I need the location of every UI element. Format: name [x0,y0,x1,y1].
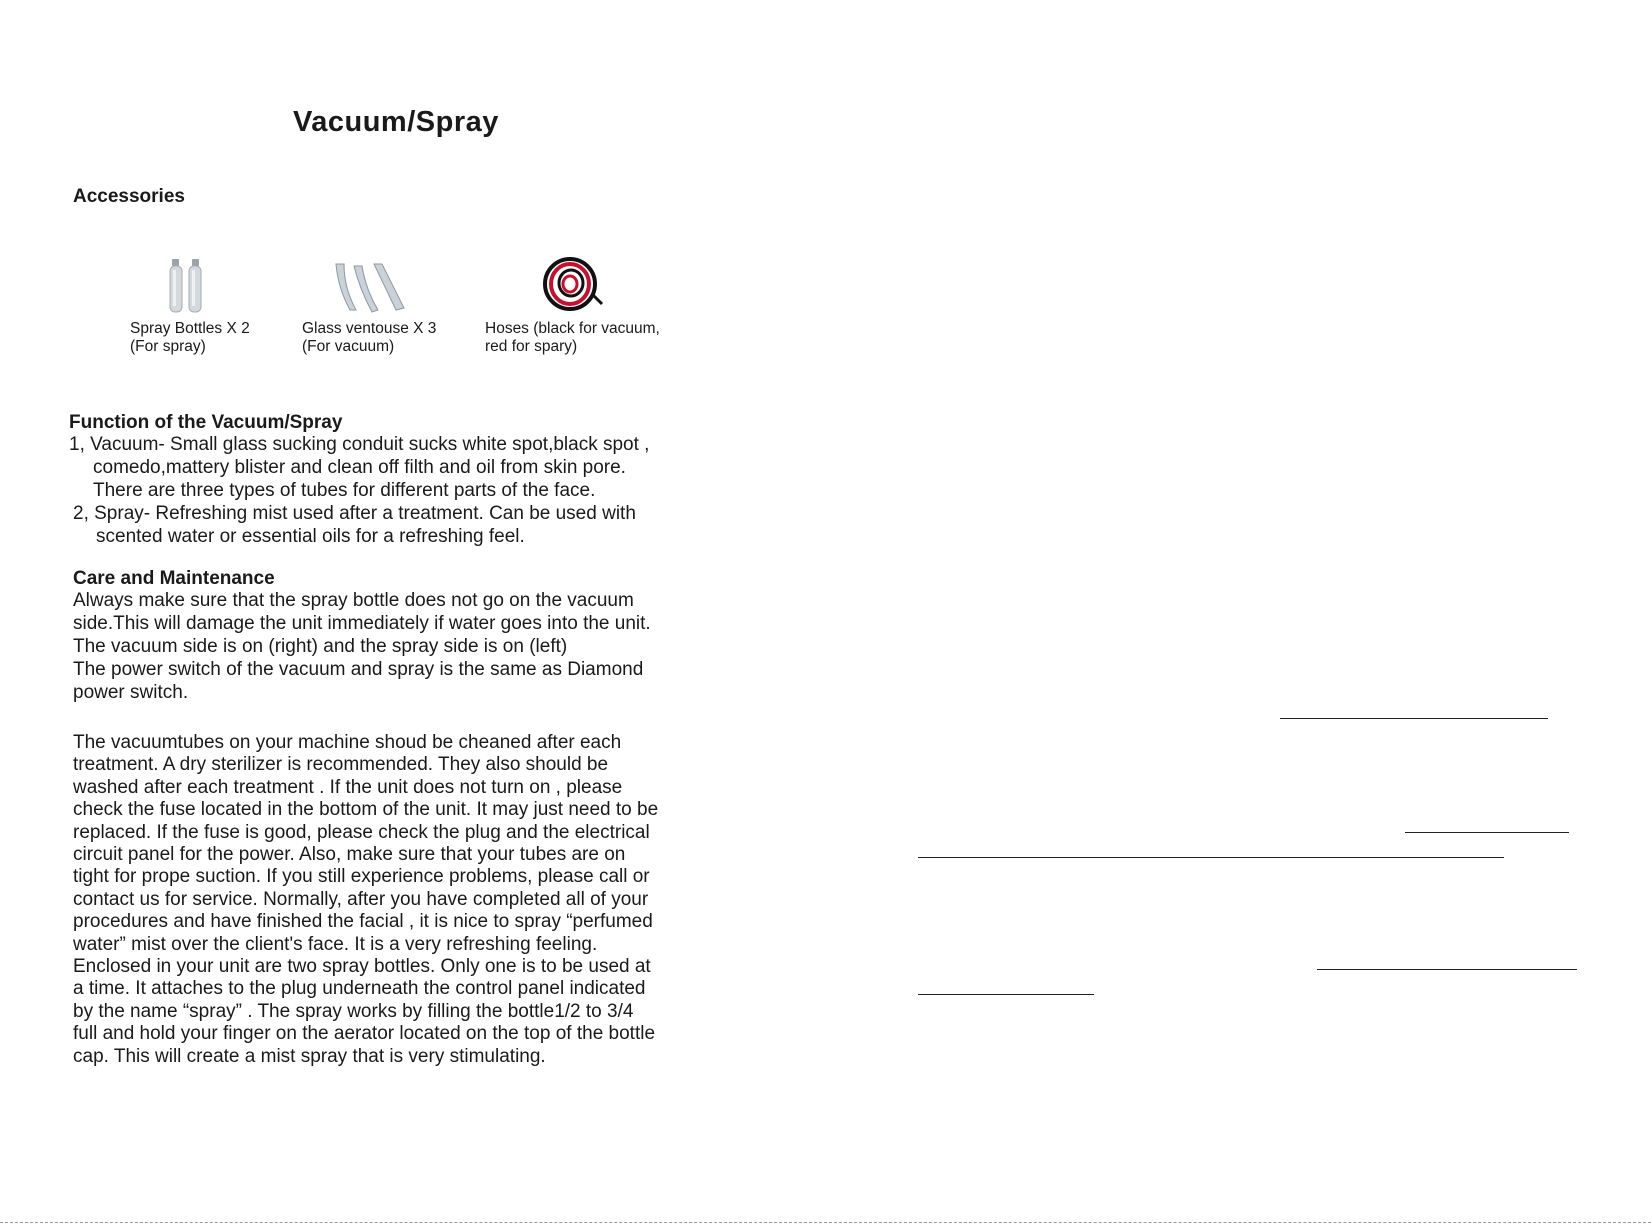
care-heading: Care and Maintenance [73,568,275,589]
caption-line: Hoses (black for vacuum, [485,320,660,337]
page-title: Vacuum/Spray [293,106,499,138]
care-line-1: Always make sure that the spray bottle does not go on the vacuum [73,590,634,611]
maintenance-line-12: a time. It attaches to the plug underneath the control panel indicated [73,978,646,1000]
maintenance-line-10: water” mist over the client's face. It is a very refreshing feeling. [73,933,598,955]
maintenance-line-8: contact us for service. Normally, after you have completed all of your [73,888,649,910]
hoses-image [540,254,604,319]
caption-line: Spray Bottles X 2 [130,320,250,337]
caption-line: (For vacuum) [302,338,395,355]
accessory-caption-spray-bottles [130,320,250,356]
care-line-2: side.This will damage the unit immediately if water goes into the unit. [73,613,651,634]
accessory-caption-glass-ventouse [302,320,436,356]
function-line-5: scented water or essential oils for a refreshing feel. [96,526,525,547]
accessories-heading: Accessories [73,186,185,207]
spray-bottles-image [168,256,208,321]
care-line-4: The power switch of the vacuum and spray is the same as Diamond [73,659,644,680]
glass-ventouse-image [332,260,412,321]
maintenance-line-7: tight for prope suction. If you still experience problems, please call or [73,866,650,888]
maintenance-line-11: Enclosed in your unit are two spray bottles. Only one is to be used at [73,956,651,977]
function-heading: Function of the Vacuum/Spray [69,412,343,433]
maintenance-line-2: treatment. A dry sterilizer is recommended. They also should be [73,754,609,776]
maintenance-line-3: washed after each treatment . If the unit does not turn on , please [73,776,623,798]
underline-rule [918,857,1504,858]
function-line-4: 2, Spray- Refreshing mist used after a treatment. Can be used with [73,503,636,524]
function-line-1: 1, Vacuum- Small glass sucking conduit sucks white spot,black spot , [69,434,650,455]
maintenance-line-6: circuit panel for the power. Also, make sure that your tubes are on [73,844,626,865]
underline-rule [918,994,1094,995]
underline-rule [1317,969,1577,970]
underline-rule [1280,718,1548,719]
function-line-2: comedo,mattery blister and clean off filth and oil from skin pore. [93,457,626,478]
caption-line: red for spary) [485,338,578,355]
maintenance-line-5: replaced. If the fuse is good, please check the plug and the electrical [73,821,650,843]
maintenance-line-1: The vacuumtubes on your machine shoud be cheaned after each [73,732,622,753]
maintenance-line-13: by the name “spray” . The spray works by filling the bottle1/2 to 3/4 [73,1000,634,1022]
maintenance-line-4: check the fuse located in the bottom of the unit. It may just need to be [73,799,659,821]
page-bottom-edge [0,1222,1651,1223]
underline-rule [1405,832,1569,833]
function-line-3: There are three types of tubes for different parts of the face. [93,480,596,501]
care-line-5: power switch. [73,682,189,703]
maintenance-line-14: full and hold your finger on the aerator located on the top of the bottle [73,1023,656,1045]
care-line-3: The vacuum side is on (right) and the spray side is on (left) [73,636,568,657]
caption-line: Glass ventouse X 3 [302,320,437,337]
maintenance-line-9: procedures and have finished the facial , it is nice to spray “perfumed [73,911,653,933]
maintenance-line-15: cap. This will create a mist spray that is very stimulating. [73,1045,546,1067]
accessory-caption-hoses [485,320,660,356]
caption-line: (For spray) [130,338,206,355]
